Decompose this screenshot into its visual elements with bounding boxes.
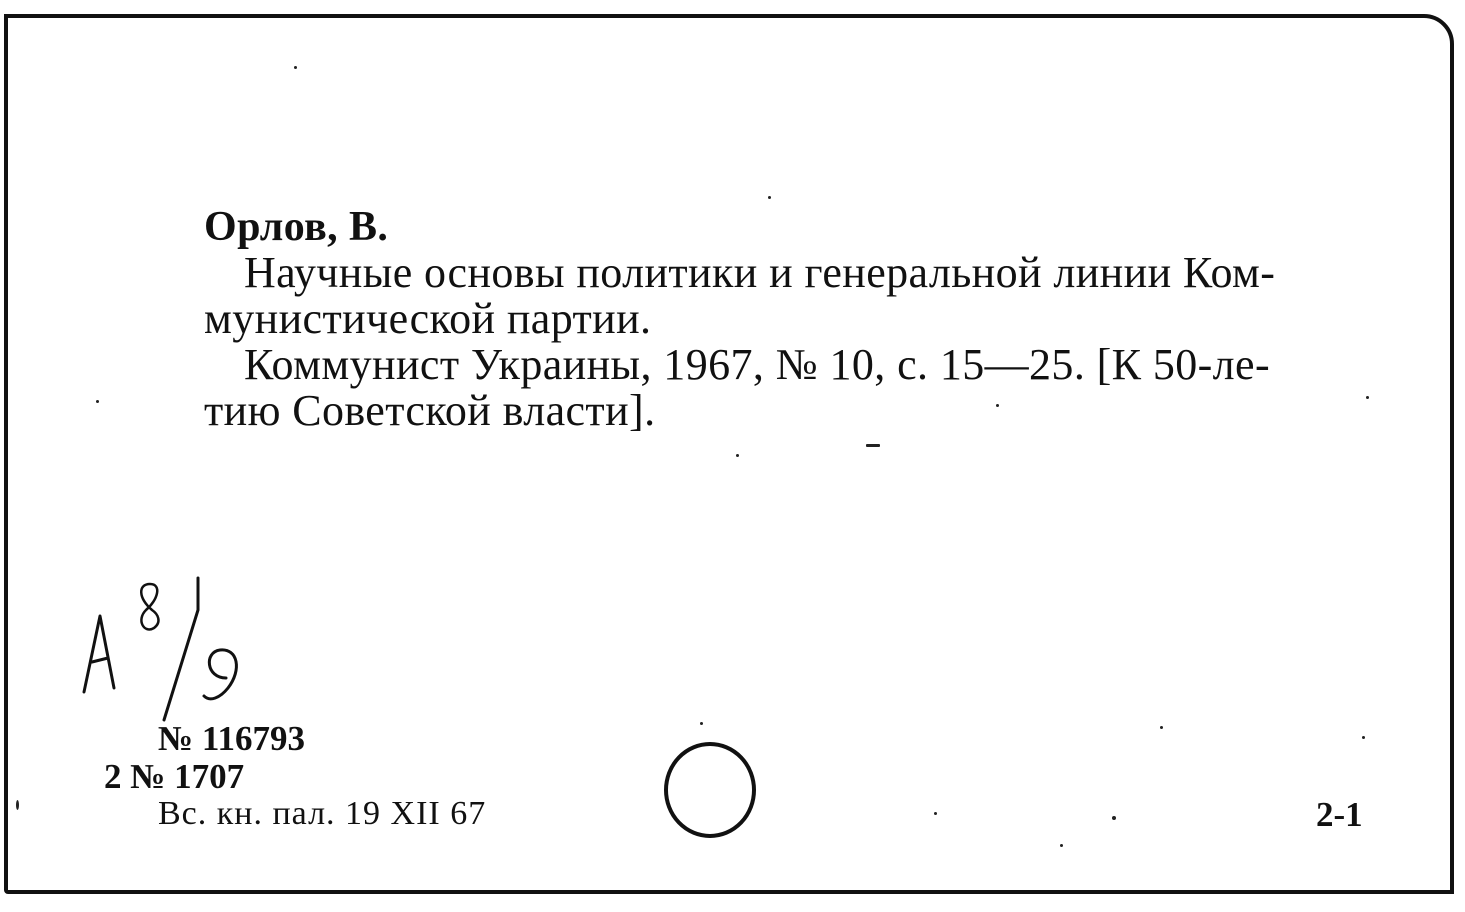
card-code: 2-1 [1316,795,1363,834]
second-number: 2 № 1707 [104,757,245,796]
scan-speck [934,812,937,815]
punch-hole [660,735,760,841]
scan-speck [768,196,771,199]
print-info: Вс. кн. пал. 19 XII 67 [158,795,487,832]
author-name: Орлов, В. [204,204,389,250]
title-line-2: мунистической партии. [204,294,652,343]
scan-speck [866,444,880,447]
scan-speck [996,404,999,407]
scan-speck [1160,726,1163,729]
record-number: № 116793 [158,719,305,758]
scan-speck [1362,736,1365,739]
scan-speck [294,66,297,69]
scan-speck [96,400,99,403]
title-line-1: Научные основы политики и генеральной линии Ком- [244,248,1276,297]
scan-speck [1366,396,1369,399]
scan-speck [16,800,19,810]
source-line-2: тию Советской власти]. [204,386,656,435]
scan-speck [700,722,703,725]
scan-speck [736,454,739,457]
handwritten-shelf-mark [70,570,270,740]
source-line-1: Коммунист Украины, 1967, № 10, с. 15—25. [К 50-ле- [244,340,1271,389]
scan-speck [1112,816,1116,820]
scan-speck [1060,844,1063,847]
